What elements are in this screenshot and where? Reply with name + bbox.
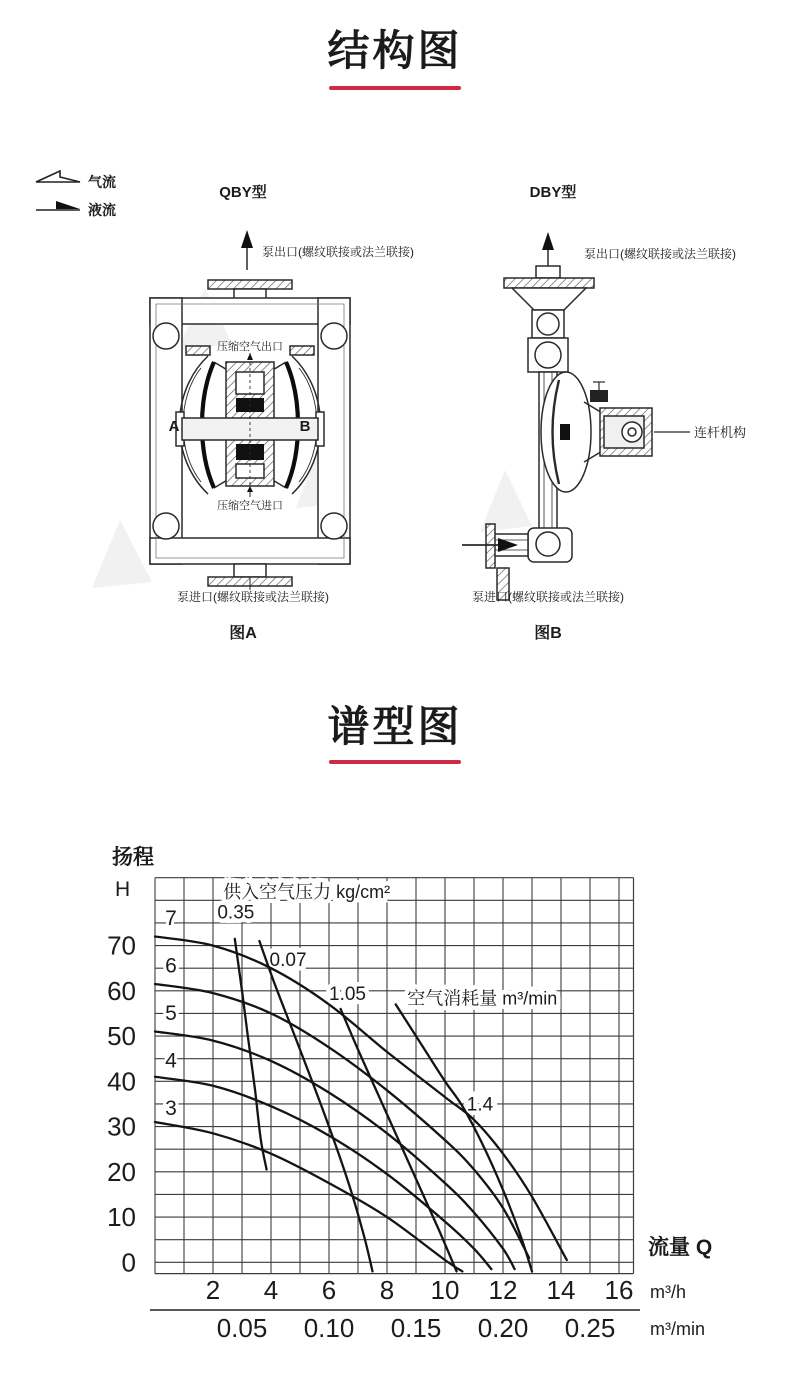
curve-4	[155, 1077, 491, 1269]
y-tick-label: 70	[107, 930, 136, 961]
curve-label-7: 7	[165, 907, 177, 931]
dby-valve-ball	[536, 532, 560, 556]
x-tick-label: 16	[604, 1275, 634, 1305]
x-axis-unit-secondary: m³/min	[650, 1319, 705, 1339]
dby-caption: 图B	[534, 625, 562, 642]
dby-pump	[462, 232, 690, 600]
x-tick-label: 10	[430, 1275, 460, 1305]
y-axis-unit: H	[115, 878, 131, 901]
y-tick-label: 20	[107, 1156, 136, 1187]
chart-annotation: 1.4	[466, 1094, 494, 1116]
curve-0.35	[235, 939, 267, 1170]
y-tick-label: 10	[107, 1202, 136, 1233]
chart-title-rule	[329, 760, 461, 764]
dby-type-label: DBY型	[529, 184, 577, 201]
dby-outlet-arrow	[542, 232, 554, 250]
y-tick-label: 40	[107, 1066, 136, 1097]
qby-chamber-b-label: B	[299, 418, 311, 435]
chart-annotation: 0.35	[217, 902, 255, 924]
liquid-flow-arrow-head	[56, 201, 80, 209]
x-tick-label: 8	[379, 1275, 395, 1305]
x-tick-label: 6	[321, 1275, 337, 1305]
x-tick-label: 12	[488, 1275, 518, 1305]
qby-chamber-a-label: A	[168, 418, 180, 435]
x-tick-label: 14	[546, 1275, 576, 1305]
qby-air-outlet-label: 压缩空气出口	[217, 341, 283, 353]
dby-linkage-label: 连杆机构	[694, 425, 747, 440]
chart-annotation: 空气消耗量 m³/min	[407, 988, 558, 1009]
legend-liquid-label: 液流	[88, 202, 116, 218]
chart-annotation: 供入空气压力 kg/cm²	[223, 882, 391, 903]
chart-annotation: 1.05	[329, 983, 366, 1005]
air-flow-arrow-icon	[36, 171, 80, 182]
x-axis-unit-primary: m³/h	[650, 1282, 686, 1302]
legend-air-label: 气流	[88, 174, 116, 190]
y-tick-label: 60	[107, 975, 136, 1006]
curve-label-6: 6	[165, 954, 177, 978]
y-tick-label: 50	[107, 1021, 136, 1052]
dby-valve-ball	[537, 313, 559, 335]
dby-valve-ball	[535, 342, 561, 368]
qby-type-label: QBY型	[219, 184, 267, 201]
qby-valve-ball	[153, 323, 179, 349]
chart-annotation: 0.07	[269, 949, 307, 971]
curve-label-4: 4	[165, 1049, 177, 1073]
dby-inlet-label: 泵进口(螺纹联接或法兰联接)	[472, 590, 624, 604]
performance-chart	[0, 840, 790, 1385]
y-tick-label: 30	[107, 1111, 136, 1142]
y-axis-title: 扬程	[112, 846, 154, 869]
legend	[36, 171, 80, 210]
qby-air-inlet-label: 压缩空气进口	[217, 500, 283, 512]
x-tick-secondary-label: 0.15	[390, 1313, 442, 1343]
chart-title: 谱型图	[327, 703, 463, 750]
qby-caption: 图A	[229, 625, 257, 642]
y-tick-label: 0	[121, 1247, 136, 1278]
curve-5	[155, 1032, 515, 1270]
x-tick-secondary-label: 0.05	[216, 1313, 268, 1343]
qby-valve-ball	[321, 513, 347, 539]
qby-pump	[150, 230, 350, 590]
curve-label-3: 3	[165, 1097, 177, 1121]
dby-outlet-label: 泵出口(螺纹联接或法兰联接)	[584, 247, 736, 261]
x-tick-secondary-label: 0.10	[303, 1313, 355, 1343]
x-tick-label: 4	[263, 1275, 279, 1305]
curve-label-5: 5	[165, 1002, 177, 1026]
x-tick-secondary-label: 0.20	[477, 1313, 529, 1343]
x-axis-title: 流量 Q	[648, 1236, 713, 1259]
structure-diagram	[0, 140, 790, 680]
x-tick-label: 2	[205, 1275, 221, 1305]
qby-valve-ball	[321, 323, 347, 349]
qby-outlet-label: 泵出口(螺纹联接或法兰联接)	[262, 245, 414, 259]
qby-outlet-arrow	[241, 230, 253, 248]
qby-inlet-label: 泵进口(螺纹联接或法兰联接)	[177, 590, 329, 604]
structure-title: 结构图	[327, 27, 463, 74]
structure-title-rule	[329, 86, 461, 90]
qby-valve-ball	[153, 513, 179, 539]
x-tick-secondary-label: 0.25	[564, 1313, 616, 1343]
